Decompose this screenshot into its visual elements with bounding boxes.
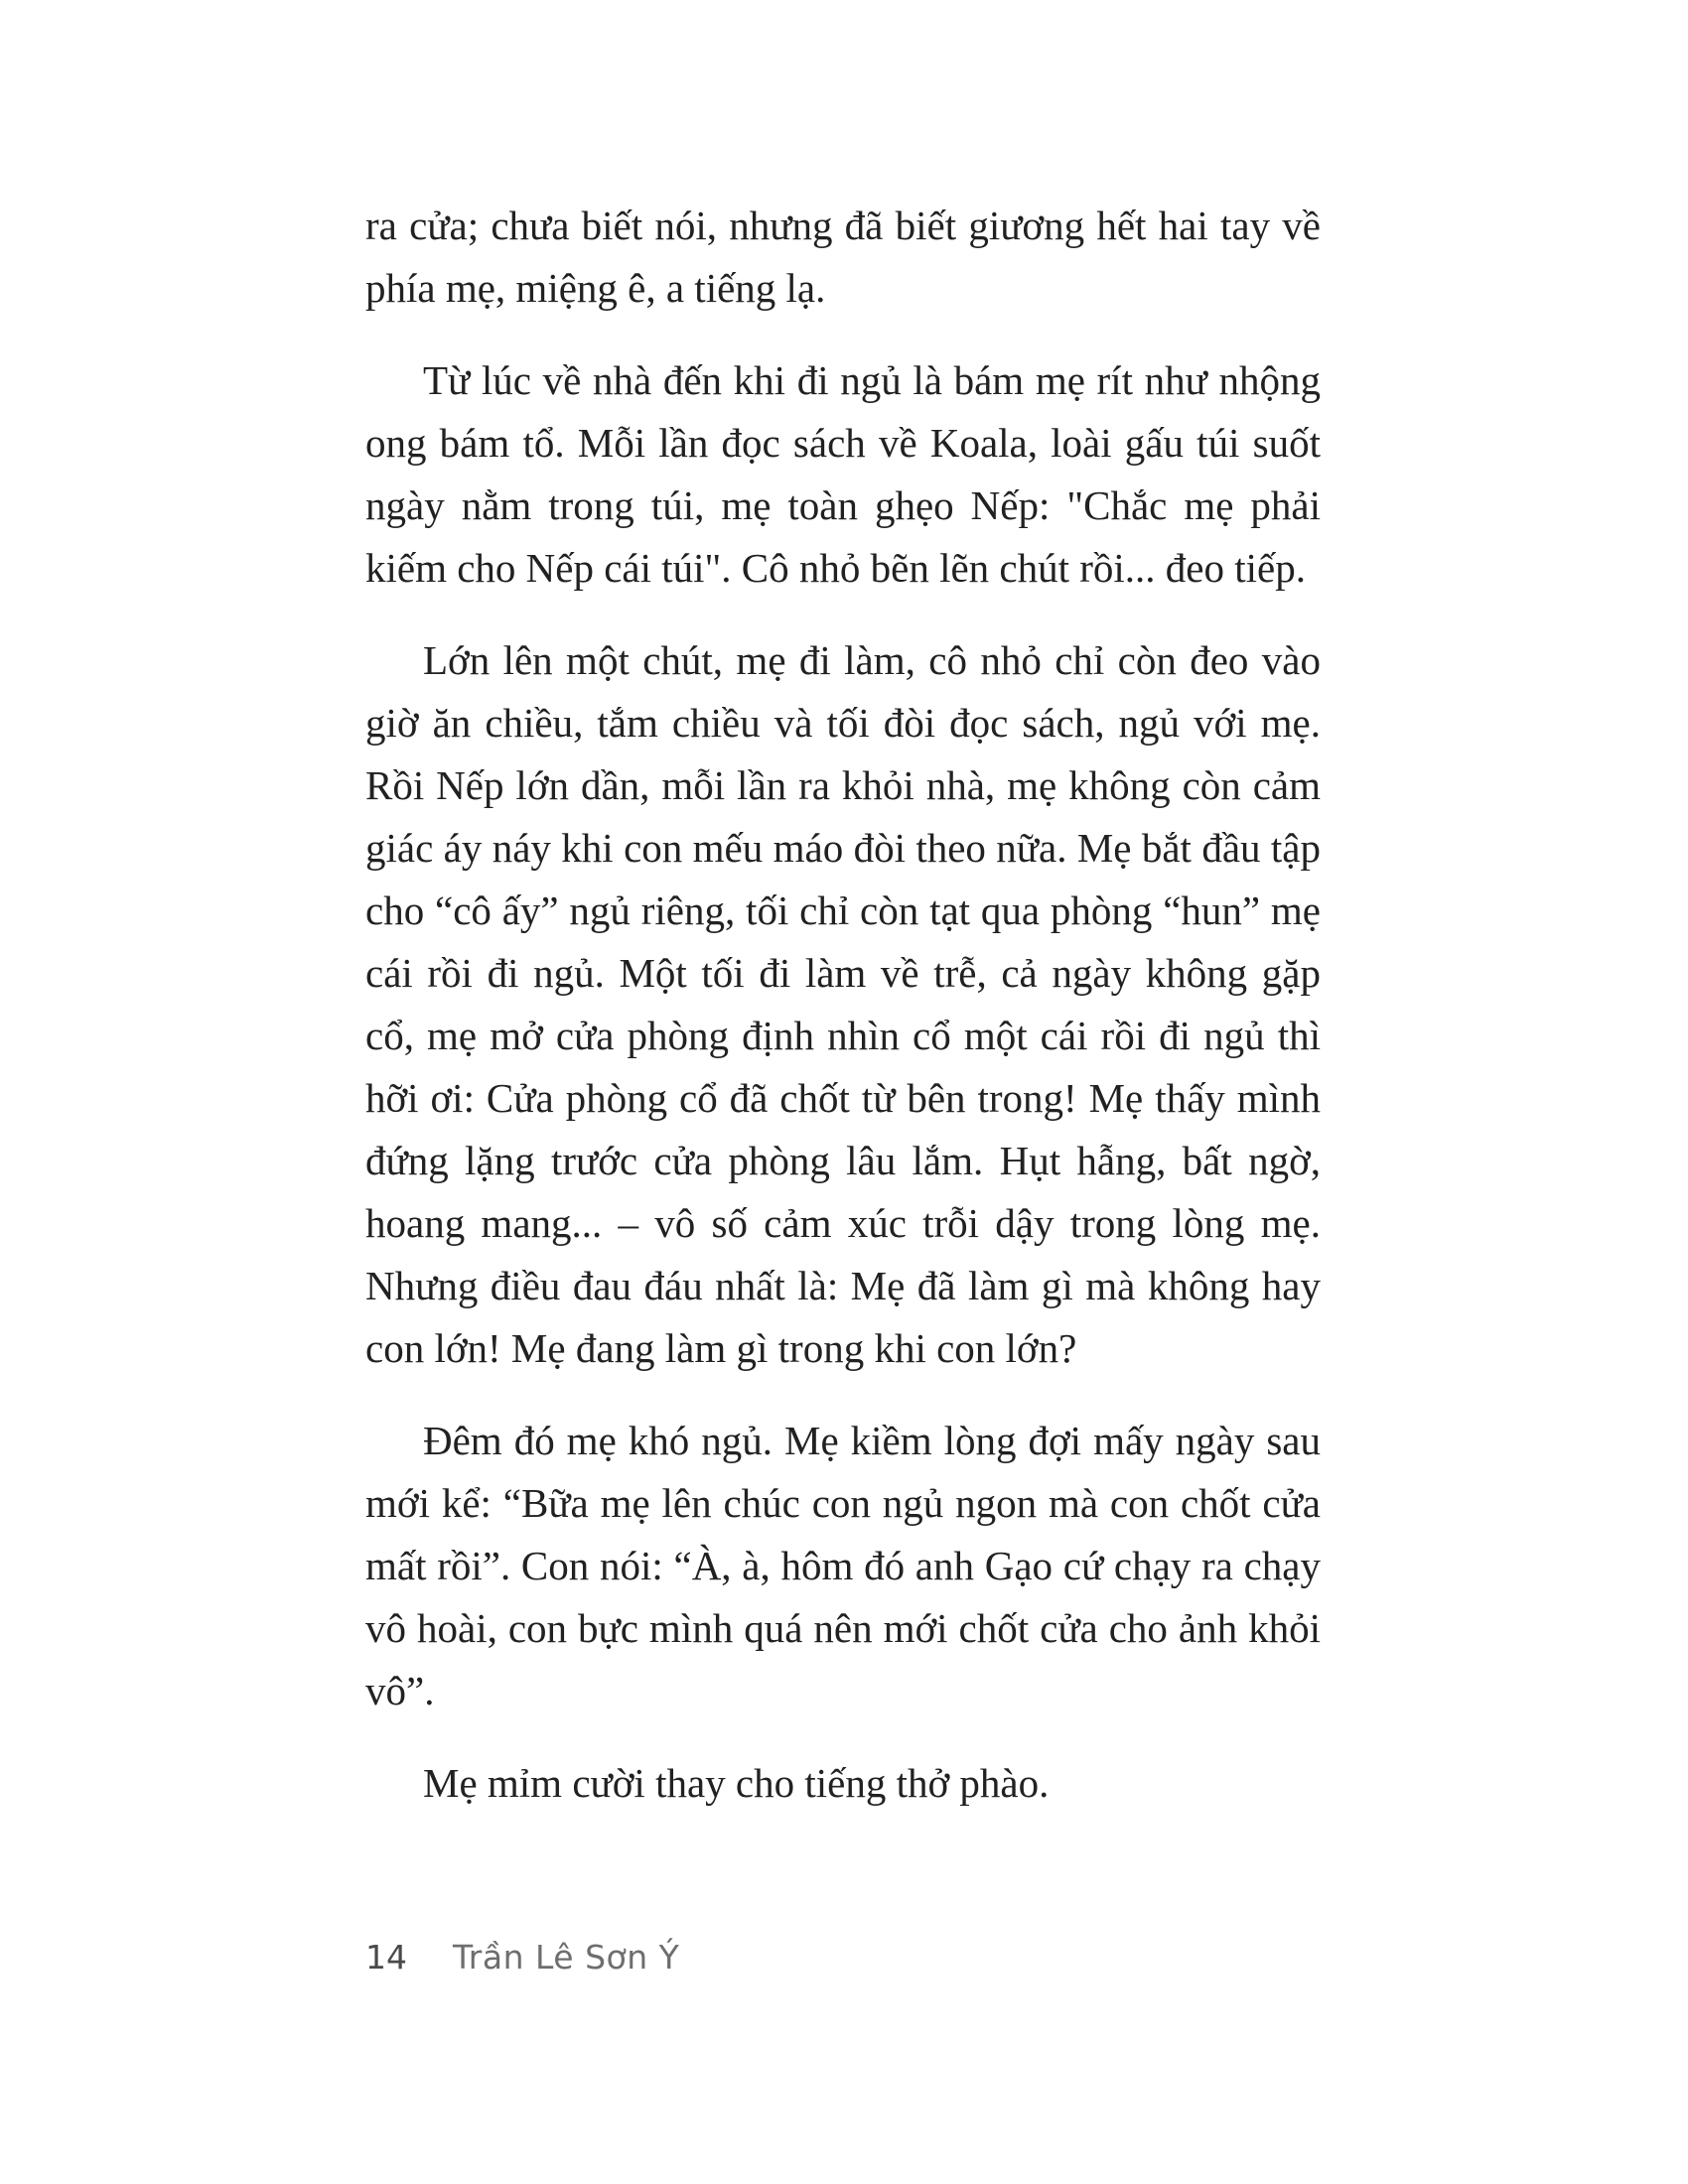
- paragraph-4: Đêm đó mẹ khó ngủ. Mẹ kiềm lòng đợi mấy ngày sau mới kể: “Bữa mẹ lên chúc con ngủ ngon mà con chốt cửa mất rồi”. Con nói: “À, à, hôm đó anh Gạo cứ chạy ra chạy vô hoài, con bực mình quá nên mới chốt cửa cho ảnh khỏi vô”.: [365, 1418, 1321, 1713]
- author-name: Trần Lê Sơn Ý: [453, 1938, 680, 1977]
- text-column: [365, 195, 1321, 1844]
- page-footer: [365, 1938, 679, 1977]
- page-number: 14: [365, 1938, 407, 1977]
- paragraph-5: Mẹ mỉm cười thay cho tiếng thở phào.: [423, 1760, 1050, 1806]
- paragraph-continuation: ra cửa; chưa biết nói, nhưng đã biết giương hết hai tay về phía mẹ, miệng ê, a tiếng lạ.: [365, 203, 1321, 311]
- paragraph-2: Từ lúc về nhà đến khi đi ngủ là bám mẹ rít như nhộng ong bám tổ. Mỗi lần đọc sách về Koala, loài gấu túi suốt ngày nằm trong túi, mẹ toàn ghẹo Nếp: "Chắc mẹ phải kiếm cho Nếp cái túi". Cô nhỏ bẽn lẽn chút rồi... đeo tiếp.: [365, 357, 1321, 591]
- paragraph-3: Lớn lên một chút, mẹ đi làm, cô nhỏ chỉ còn đeo vào giờ ăn chiều, tắm chiều và tối đòi đọc sách, ngủ với mẹ. Rồi Nếp lớn dần, mỗi lần ra khỏi nhà, mẹ không còn cảm giác áy náy khi con mếu máo đòi theo nữa. Mẹ bắt đầu tập cho “cô ấy” ngủ riêng, tối chỉ còn tạt qua phòng “hun” mẹ cái rồi đi ngủ. Một tối đi làm về trễ, cả ngày không gặp cổ, mẹ mở cửa phòng định nhìn cổ một cái rồi đi ngủ thì hỡi ơi: Cửa phòng cổ đã chốt từ bên trong! Mẹ thấy mình đứng lặng trước cửa phòng lâu lắm. Hụt hẫng, bất ngờ, hoang mang... – vô số cảm xúc trỗi dậy trong lòng mẹ. Nhưng điều đau đáu nhất là: Mẹ đã làm gì mà không hay con lớn! Mẹ đang làm gì trong khi con lớn?: [365, 637, 1321, 1371]
